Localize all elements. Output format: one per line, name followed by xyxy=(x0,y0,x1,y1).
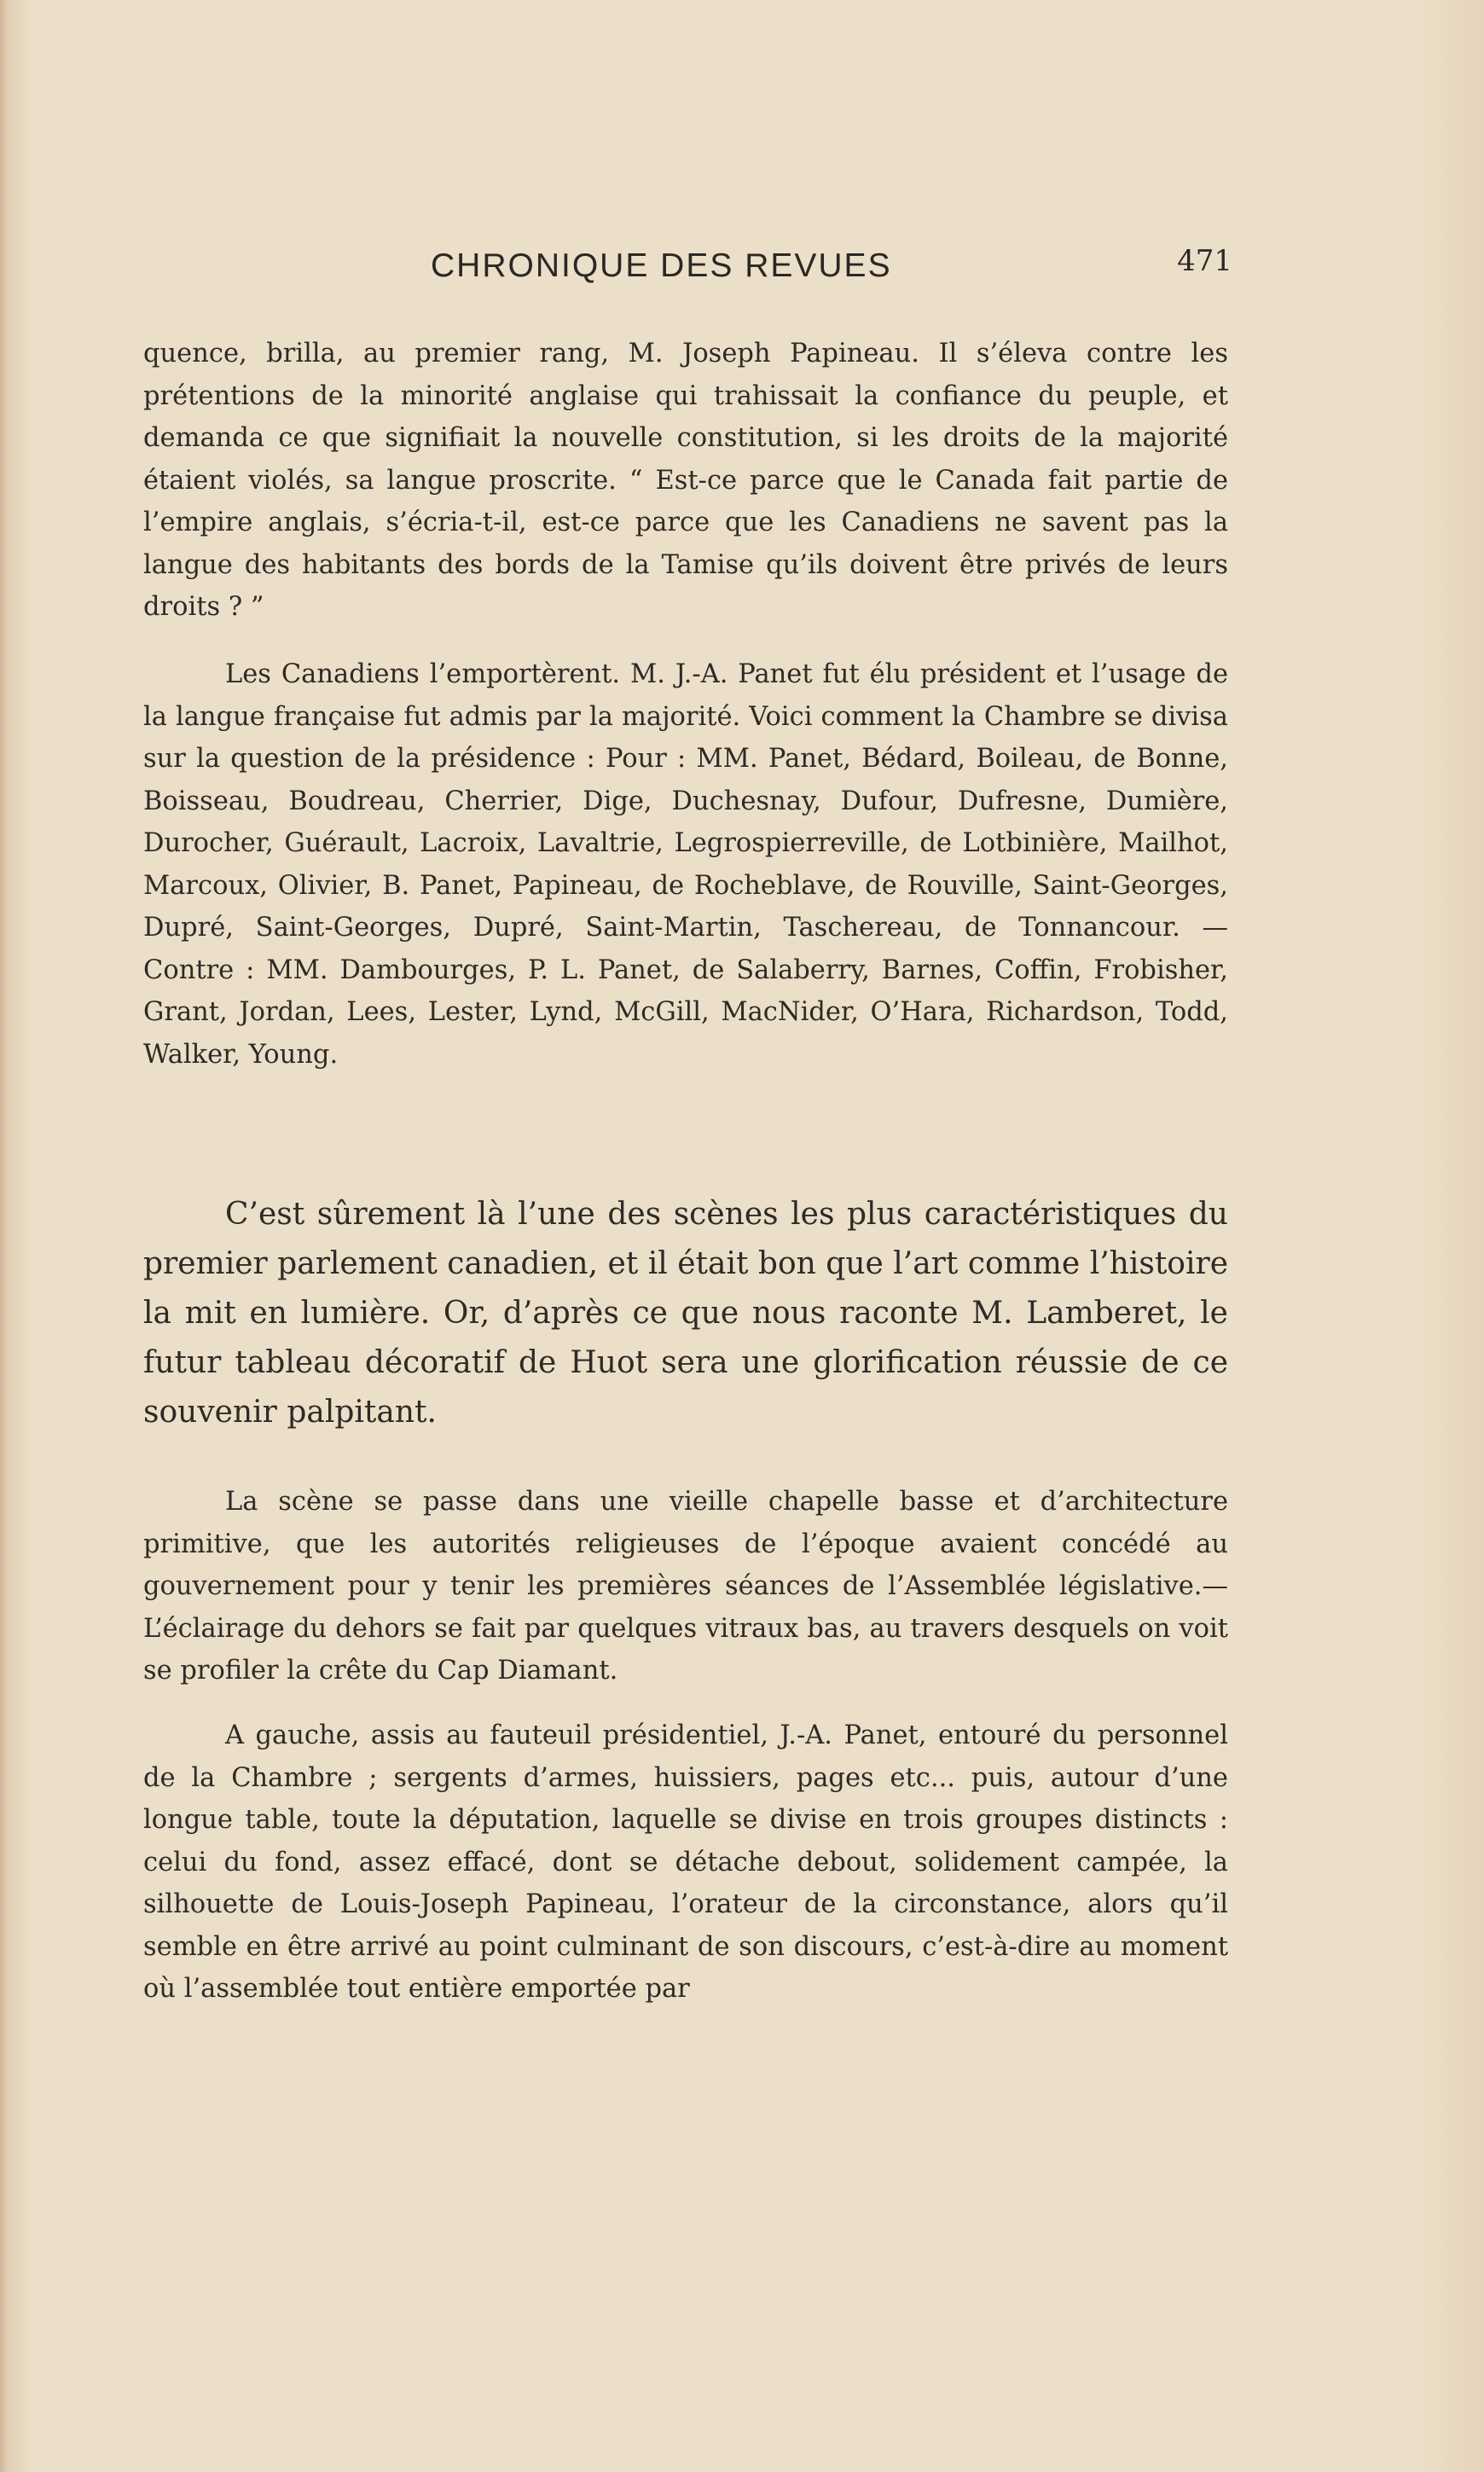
paragraph-text: quence, brilla, au premier rang, M. Joseph Papineau. Il s’éleva contre les prétentions de la minorité anglaise qui trahissait la confiance du peuple, et demanda ce que signifiait la nouvelle constitution, si les droits de la majorité étaient violés, sa langue proscrite. “ Est-ce parce que le Canada fait partie de l’empire anglais, s’écria-t-il, est-ce parce que les Canadiens ne savent pas la langue des habitants des bords de la Tamise qu’ils doivent être privés de leurs droits ? ” xyxy=(143,339,1228,622)
paragraph-vote-list xyxy=(143,653,1228,1076)
paragraph-commentary xyxy=(143,1190,1228,1437)
paragraph-text: A gauche, assis au fauteuil présidentiel, J.-A. Panet, entouré du personnel de la Chambre ; sergents d’armes, huissiers, pages etc... puis, autour d’une longue table, toute la députation, laquelle se divise en trois groupes distincts : celui du fond, assez effacé, dont se détache debout, solidement campée, la silhouette de Louis-Joseph Papineau, l’orateur de la circonstance, alors qu’il semble en être arrivé au point culminant de son discours, c’est-à-dire au moment où l’assemblée tout entière emportée par xyxy=(143,1721,1228,2004)
paragraph-text: La scène se passe dans une vieille chapelle basse et d’architecture primitive, que les autorités religieuses de l’époque avaient concédé au gouvernement pour y tenir les premières séances de l’Assemblée législative.— L’éclairage du dehors se fait par quelques vitraux bas, au travers desquels on voit se profiler la crête du Cap Diamant. xyxy=(143,1487,1228,1686)
paragraph-scene-description xyxy=(143,1481,1228,1692)
paragraph-text: C’est sûrement là l’une des scènes les plus caractéristiques du premier parlement canadien, et il était bon que l’art comme l’histoire la mit en lumière. Or, d’après ce que nous raconte M. Lamberet, le futur tableau décoratif de Huot sera une glorification réussie de ce souvenir palpitant. xyxy=(143,1197,1228,1430)
running-title: CHRONIQUE DES REVUES xyxy=(431,247,892,284)
page-header xyxy=(431,244,1232,299)
paragraph-painting-left-side xyxy=(143,1715,1228,2011)
paragraph-papineau-speech xyxy=(143,333,1228,629)
paragraph-text: Les Canadiens l’emportèrent. M. J.-A. Panet fut élu président et l’usage de la langue française fut admis par la majorité. Voici comment la Chambre se divisa sur la question de la présidence : Pour : MM. Panet, Bédard, Boileau, de Bonne, Boisseau, Boudreau, Cherrier, Dige, Duchesnay, Dufour, Dufresne, Dumière, Durocher, Guérault, Lacroix, Lavaltrie, Legrospierreville, de Lotbinière, Mailhot, Marcoux, Olivier, B. Panet, Papineau, de Rocheblave, de Rouville, Saint-Georges, Dupré, Saint-Georges, Dupré, Saint-Martin, Taschereau, de Tonnancour. — Contre : MM. Dambourges, P. L. Panet, de Salaberry, Barnes, Coffin, Frobisher, Grant, Jordan, Lees, Lester, Lynd, McGill, MacNider, O’Hara, Richardson, Todd, Walker, Young. xyxy=(143,659,1228,1070)
page-number: 471 xyxy=(1177,244,1232,278)
